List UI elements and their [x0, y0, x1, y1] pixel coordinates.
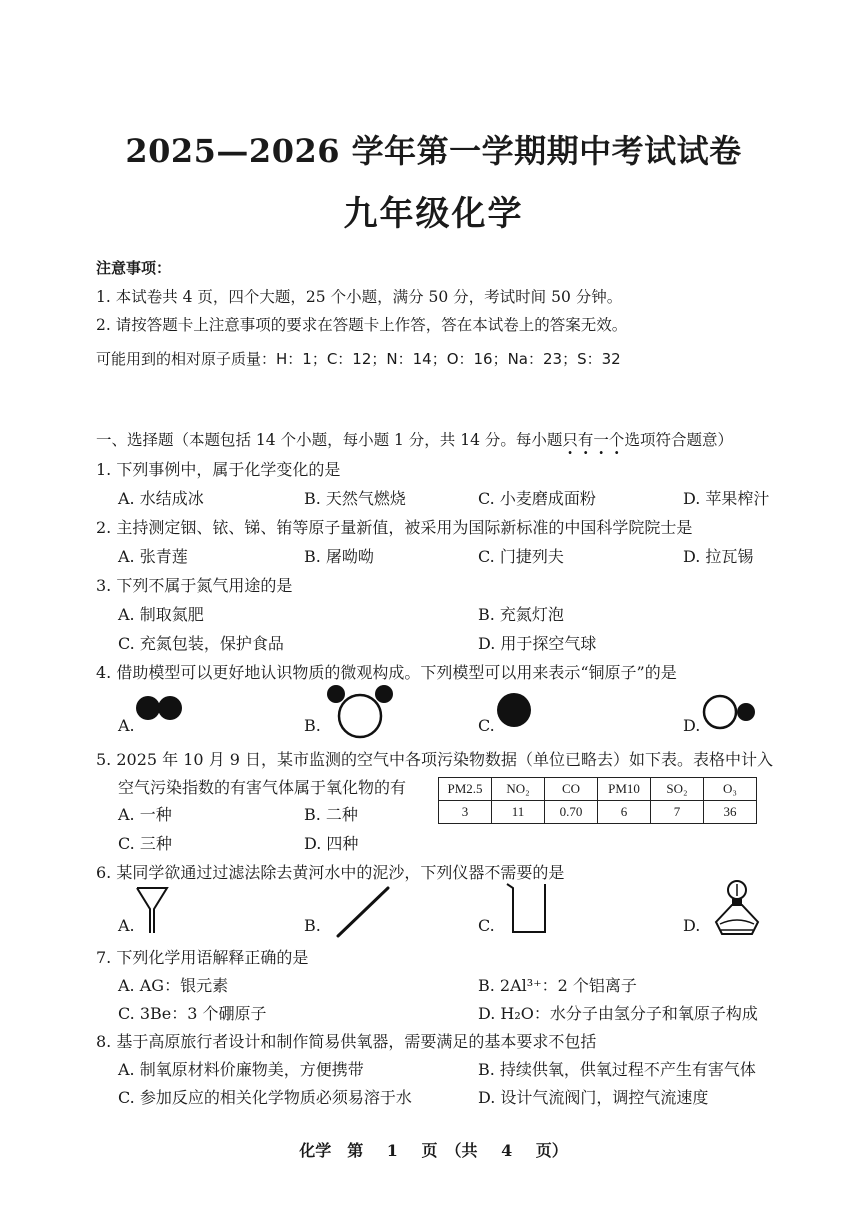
glass-rod-icon [334, 884, 394, 940]
question-stem: 3. 下列不属于氮气用途的是 [96, 576, 293, 595]
note-item: 2. 请按答题卡上注意事项的要求在答题卡上作答，答在本试卷上的答案无效。 [96, 316, 628, 334]
option: A. [118, 716, 135, 735]
option: C. 充氮包装，保护食品 [118, 634, 284, 653]
option: A. AG：银元素 [118, 976, 229, 995]
table-header-cell: SO₂ [651, 778, 704, 801]
emphasis-char: 一 [593, 431, 609, 449]
option: A. 张青莲 [118, 547, 188, 566]
table-cell: 6 [598, 801, 651, 824]
question-stem: 6. 某同学欲通过过滤法除去黄河水中的泥沙，下列仪器不需要的是 [96, 863, 565, 882]
option: A. 制氧原材料价廉物美，方便携带 [118, 1060, 364, 1079]
option: B. [304, 916, 321, 935]
beaker-icon [505, 880, 549, 936]
table-header-cell: O₃ [704, 778, 757, 801]
emphasis-char: 只 [562, 431, 578, 449]
option: D. 拉瓦锡 [683, 547, 754, 566]
table-row [439, 801, 757, 824]
exam-title: 2025—2026 学年第一学期期中考试试卷 [125, 132, 742, 170]
notes-heading: 注意事项： [96, 259, 172, 277]
note-item: 1. 本试卷共 4 页，四个大题，25 个小题，满分 50 分，考试时间 50 分钟。 [96, 288, 623, 306]
option: C. 三种 [118, 834, 172, 853]
emphasis-text [562, 431, 624, 449]
option: D. 用于探空气球 [478, 634, 597, 653]
table-header-cell: NO₂ [492, 778, 545, 801]
option: B. 持续供氧，供氧过程不产生有害气体 [478, 1060, 756, 1079]
option: A. [118, 916, 135, 935]
option: D. 设计气流阀门，调控气流速度 [478, 1088, 709, 1107]
table-header-cell: CO [545, 778, 598, 801]
question-stem: 2. 主持测定铟、铱、锑、铕等原子量新值，被采用为国际新标准的中国科学院院士是 [96, 518, 693, 537]
table-header-cell: PM2.5 [439, 778, 492, 801]
question-stem: 5. 2025 年 10 月 9 日，某市监测的空气中各项污染物数据（单位已略去）如下表。表格中计入 [96, 750, 774, 769]
option: B. 屠呦呦 [304, 547, 374, 566]
option: D. [683, 716, 701, 735]
option: A. 水结成冰 [118, 489, 204, 508]
option: C. [478, 716, 495, 735]
option: C. 门捷列夫 [478, 547, 564, 566]
pollutant-table [438, 777, 757, 824]
option: C. [478, 916, 495, 935]
option: D. 苹果榨汁 [683, 489, 770, 508]
emphasis-char: 个 [608, 431, 625, 449]
option: A. 制取氮肥 [118, 605, 204, 624]
option: D. [683, 916, 701, 935]
model-a-icon [134, 692, 194, 724]
model-b-icon [326, 684, 396, 740]
page-footer: 化学 第 1 页 （共 4 页） [299, 1141, 568, 1160]
table-cell: 11 [492, 801, 545, 824]
option: C. 参加反应的相关化学物质必须易溶于水 [118, 1088, 412, 1107]
question-stem-cont: 空气污染指数的有害气体属于氧化物的有 [118, 778, 407, 797]
option: B. 2Al³⁺：2 个铝离子 [478, 976, 637, 995]
funnel-icon [135, 885, 169, 935]
alcohol-lamp-icon [712, 878, 762, 940]
option: C. 3Be：3 个硼原子 [118, 1004, 267, 1023]
table-header-row [439, 778, 757, 801]
table-header-cell: PM10 [598, 778, 651, 801]
table-cell: 3 [439, 801, 492, 824]
emphasis-char: 有 [577, 431, 594, 449]
question-stem: 7. 下列化学用语解释正确的是 [96, 948, 309, 967]
option: B. 二种 [304, 805, 358, 824]
option: A. 一种 [118, 805, 172, 824]
option: B. 充氮灯泡 [478, 605, 564, 624]
question-stem: 1. 下列事例中，属于化学变化的是 [96, 460, 341, 479]
section-heading: 一、选择题（本题包括 14 个小题，每小题 1 分，共 14 分。每小题只有一个选项符合题意） [96, 431, 733, 449]
option: D. H₂O：水分子由氢分子和氧原子构成 [478, 1004, 758, 1023]
option: C. 小麦磨成面粉 [478, 489, 596, 508]
table-cell: 7 [651, 801, 704, 824]
atomic-mass-line: 可能用到的相对原子质量：H：1；C：12；N：14；O：16；Na：23；S：32 [96, 350, 621, 368]
model-d-icon [700, 692, 760, 732]
question-stem: 4. 借助模型可以更好地认识物质的微观构成。下列模型可以用来表示“铜原子”的是 [96, 663, 677, 682]
option: D. 四种 [304, 834, 359, 853]
question-stem: 8. 基于高原旅行者设计和制作简易供氧器，需要满足的基本要求不包括 [96, 1032, 597, 1051]
table-cell: 0.70 [545, 801, 598, 824]
exam-subtitle: 九年级化学 [343, 194, 524, 234]
model-c-icon [494, 690, 534, 730]
option: B. 天然气燃烧 [304, 489, 406, 508]
table-cell: 36 [704, 801, 757, 824]
option: B. [304, 716, 321, 735]
